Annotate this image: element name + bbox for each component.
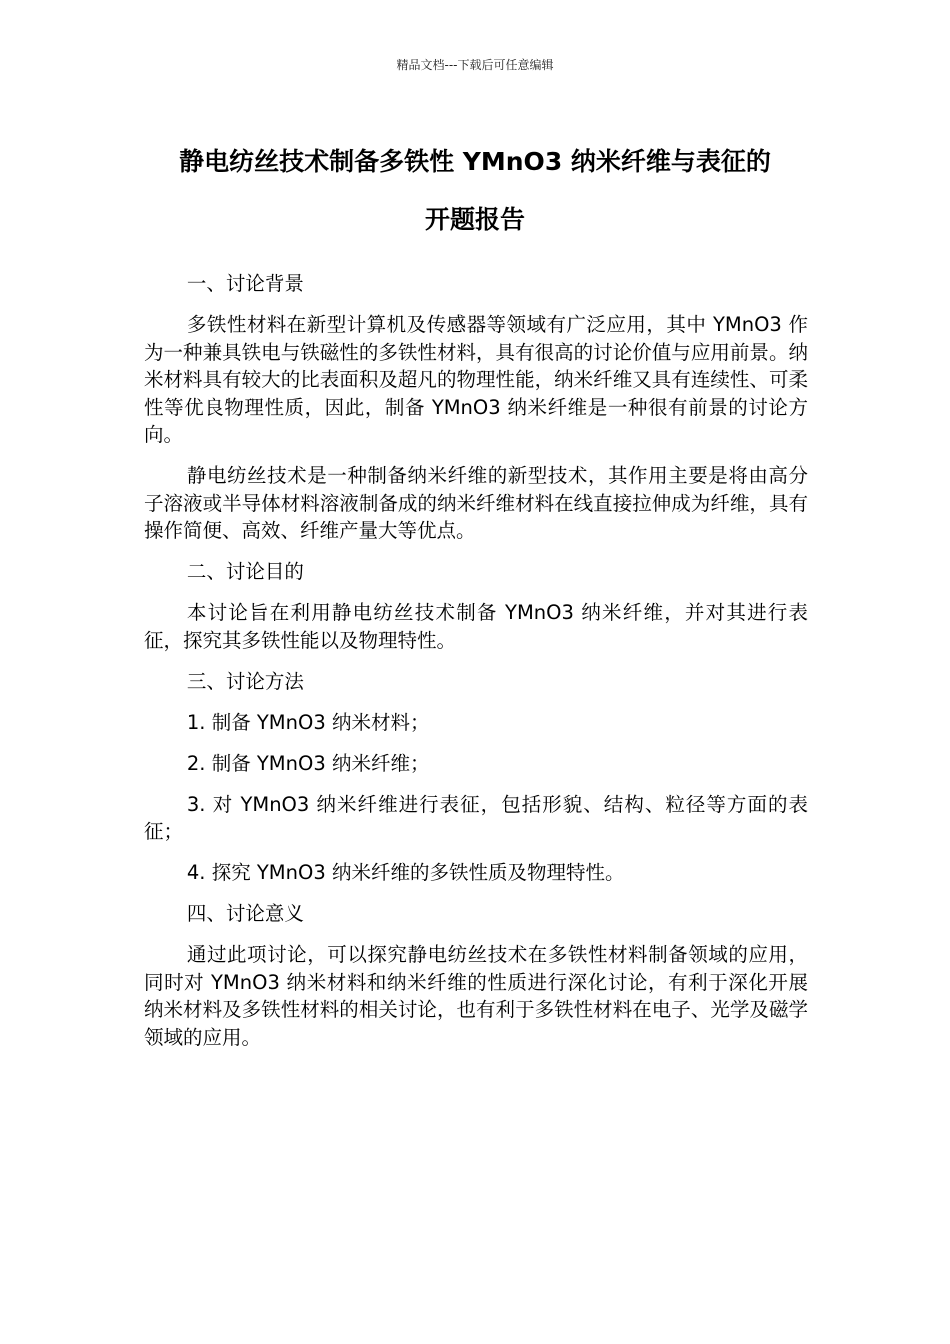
paragraph-background-1: 多铁性材料在新型计算机及传感器等领域有广泛应用，其中 YMnO3 作为一种兼具铁电与铁磁性的多铁性材料，具有很高的讨论价值与应用前景。纳米材料具有较大的比表面积及超凡的物理性能，纳米纤维又具有连续性、可柔性等优良物理性质，因此，制备 YMnO3 纳米纤维是一种很有前景的讨论方向。 xyxy=(144,313,808,446)
title-line-2: 开题报告 xyxy=(424,205,525,234)
section-heading-background: 一、讨论背景 xyxy=(186,272,304,295)
method-item-2: 2. 制备 YMnO3 纳米纤维； xyxy=(186,751,430,775)
section-heading-method: 三、讨论方法 xyxy=(186,669,304,693)
title-line-1: 静电纺丝技术制备多铁性 YMnO3 纳米纤维与表征的 xyxy=(179,147,771,176)
method-item-1: 1. 制备 YMnO3 纳米材料； xyxy=(186,710,430,734)
paragraph-significance-1: 通过此项讨论，可以探究静电纺丝技术在多铁性材料制备领域的应用，同时对 YMnO3 纳米材料和纳米纤维的性质进行深化讨论，有利于深化开展纳米材料及多铁性材料的相关讨论，也有利于多铁性材料在电子、光学及磁学领域的应用。 xyxy=(144,943,808,1049)
header-note: 精品文档---下载后可任意编辑 xyxy=(396,58,554,72)
method-item-4: 4. 探究 YMnO3 纳米纤维的多铁性质及物理特性。 xyxy=(186,861,625,884)
section-heading-significance: 四、讨论意义 xyxy=(186,902,304,925)
paragraph-background-2: 静电纺丝技术是一种制备纳米纤维的新型技术，其作用主要是将由高分子溶液或半导体材料溶液制备成的纳米纤维材料在线直接拉伸成为纤维，具有操作简便、高效、纤维产量大等优点。 xyxy=(144,464,808,542)
section-heading-purpose: 二、讨论目的 xyxy=(186,560,304,583)
paragraph-purpose-1: 本讨论旨在利用静电纺丝技术制备 YMnO3 纳米纤维，并对其进行表征，探究其多铁性能以及物理特性。 xyxy=(144,601,808,652)
document-title xyxy=(120,133,830,249)
document-body xyxy=(144,270,808,1065)
method-item-3: 3. 对 YMnO3 纳米纤维进行表征，包括形貌、结构、粒径等方面的表征； xyxy=(144,792,808,843)
